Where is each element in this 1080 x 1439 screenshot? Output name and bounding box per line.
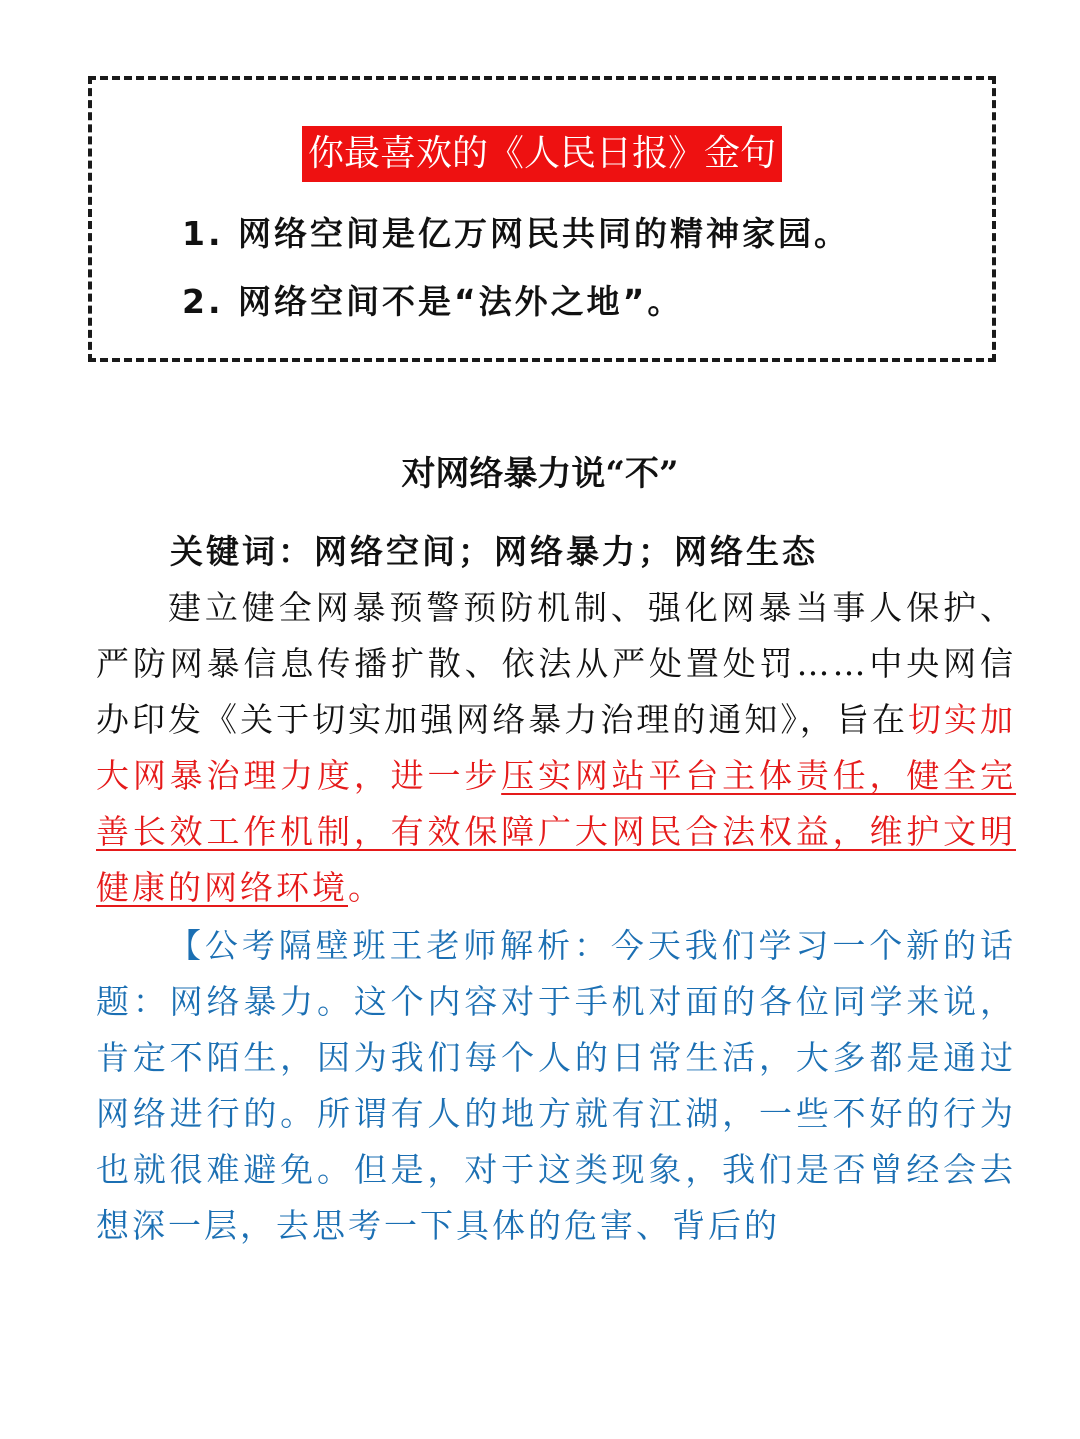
red-highlight-text: 切实加大网暴治理力度，进一步: [96, 700, 1017, 795]
quote-title-wrap: [92, 126, 992, 182]
red-underlined-text: 压实网站平台主体责任，健全完善长效工作机制，有效保障广大网民合法权益，维护文明健康的网络环境: [96, 756, 1017, 907]
paragraph-plain-text: 建立健全网暴预警预防机制、强化网暴当事人保护、严防网暴信息传播扩散、依法从严处置处罚……中央网信办印发《关于切实加强网络暴力治理的通知》，旨在: [96, 588, 1016, 739]
quote-item: 2. 网络空间不是“法外之地”。: [182, 282, 684, 321]
quote-box-title: 你最喜欢的《人民日报》金句: [302, 126, 782, 182]
keywords-line: 关键词：网络空间；网络暴力；网络生态: [170, 532, 818, 571]
quote-item: 1. 网络空间是亿万网民共同的精神家园。: [182, 214, 850, 253]
paragraph-end-punct: 。: [348, 868, 384, 907]
analysis-paragraph: 【公考隔壁班王老师解析：今天我们学习一个新的话题：网络暴力。这个内容对于手机对面的各位同学来说，肯定不陌生，因为我们每个人的日常生活，大多都是通过网络进行的。所谓有人的地方就有江湖，一些不好的行为也就很难避免。但是，对于这类现象，我们是否曾经会去想深一层，去思考一下具体的危害、背后的: [96, 926, 1016, 1245]
article-title: 对网络暴力说“不”: [401, 454, 679, 494]
quote-box: [88, 76, 996, 362]
article-paragraph-1: [96, 580, 1016, 916]
